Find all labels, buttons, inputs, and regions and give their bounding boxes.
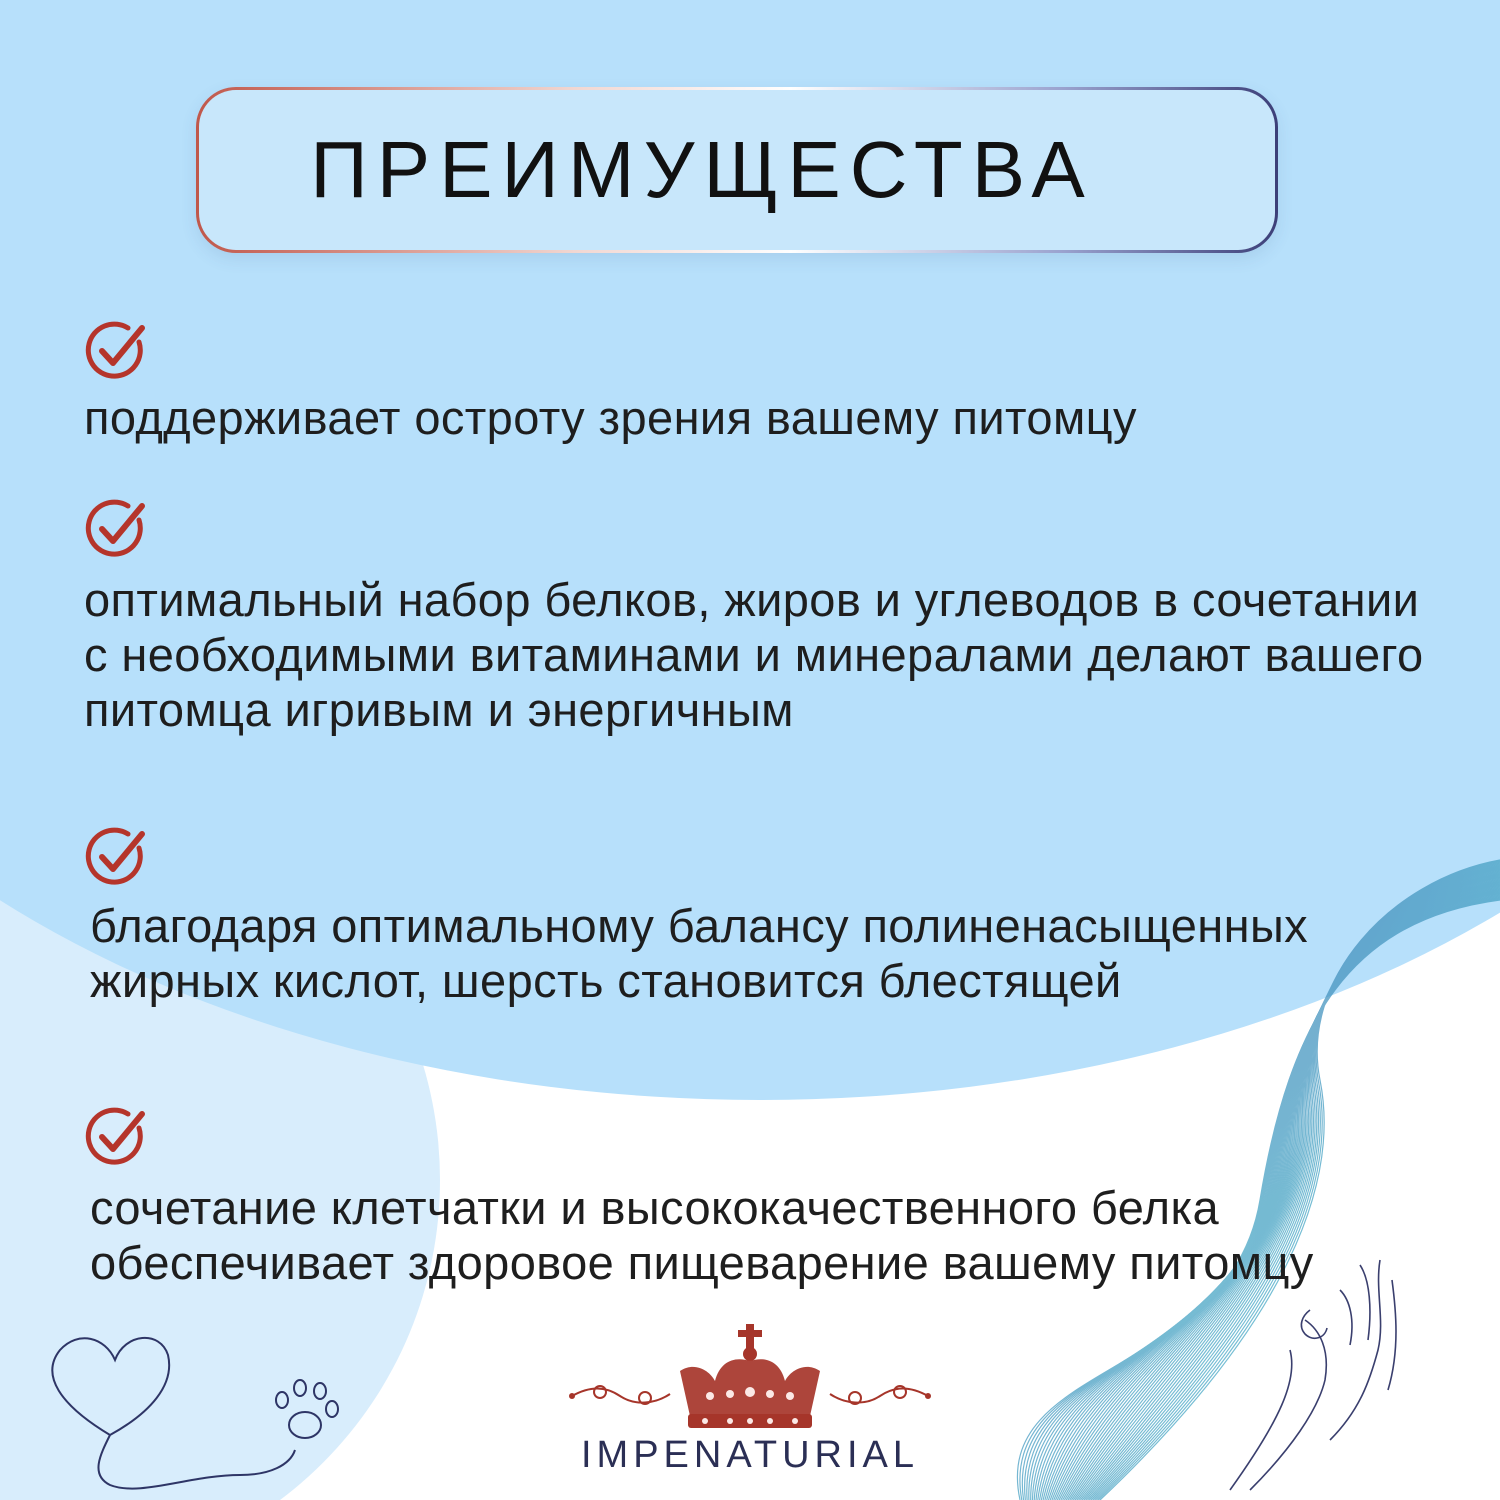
paw-print-icon [276,1380,338,1438]
brand-name: IMPENATURIAL [580,1434,919,1476]
benefit-text: поддерживает остроту зрения вашему питомцу [84,391,1137,444]
benefit-text: оптимальный набор белков, жиров и углеводов в сочетании с необходимыми витаминами и минералами делают вашего питомца игривым и энергичным [84,573,1424,736]
check-circle-icon [84,824,150,890]
check-circle-icon [84,1104,150,1170]
check-circle-icon [84,318,150,384]
benefit-item [0,496,1444,737]
page-title: ПРЕИМУЩЕСТВА [310,125,1094,214]
crown-icon [560,1316,940,1436]
brand-logo [560,1316,940,1486]
benefit-item [0,318,1444,445]
benefit-text: благодаря оптимальному балансу полиненасыщенных жирных кислот, шерсть становится блестящей [90,899,1309,1007]
benefit-item [0,824,1450,1008]
heart-icon [40,1325,370,1500]
title-box [196,87,1278,253]
check-circle-icon [84,496,150,562]
benefit-text: сочетание клетчатки и высококачественного белка обеспечивает здоровое пищеварение вашему питомцу [90,1181,1314,1289]
benefit-item [0,1104,1450,1290]
